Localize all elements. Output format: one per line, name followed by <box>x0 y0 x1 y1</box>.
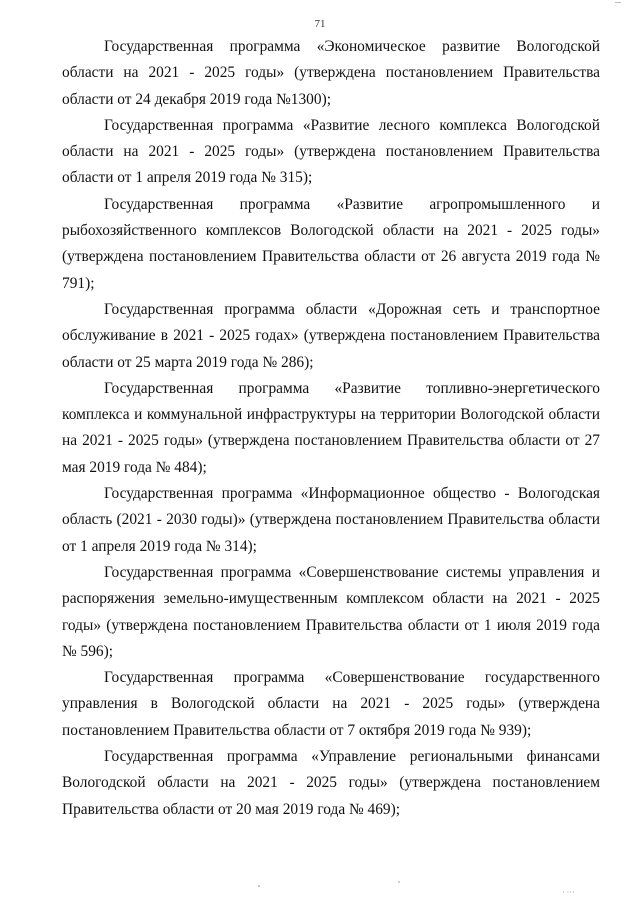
program-paragraph-fuel-energy: Государственная программа «Развитие топливно-энергетического комплекса и коммунальной инфраструктуры на территории Вологодской области на 2021 - 2025 годы» (утверждена постановлением Правительства области от 27 мая 2019 года № 484); <box>62 379 600 476</box>
program-paragraph-state-administration: Государственная программа «Совершенствование государственного управления в Вологодской области на 2021 - 2025 годы» (утверждена постановлением Правительства области от 7 октября 2019 года № 939); <box>62 669 600 739</box>
program-paragraph-regional-finance: Государственная программа «Управление региональными финансами Вологодской области на 2021 - 2025 годы» (утверждена постановлением Правительства области от 20 мая 2019 года № 469); <box>62 748 600 818</box>
program-paragraph-road-network: Государственная программа области «Дорожная сеть и транспортное обслуживание в 2021 - 2025 годах» (утверждена постановлением Правительства области от 25 марта 2019 года № 286); <box>62 300 600 371</box>
scan-artifact-marks: · ··· <box>562 888 575 897</box>
program-paragraph-information-society: Государственная программа «Информационное общество - Вологодская область (2021 - 2030 годы)» (утверждена постановлением Правительства области от 1 апреля 2019 года № 314); <box>62 485 600 555</box>
document-body <box>62 34 600 823</box>
program-paragraph-agro-industrial: Государственная программа «Развитие агропромышленного и рыбохозяйственного комплексов Вологодской области на 2021 - 2025 годы» (утверждена постановлением Правительства области от 26 августа 2019 года № 791); <box>62 195 600 292</box>
scan-artifact-dot <box>398 881 400 883</box>
scan-artifact-dot <box>258 885 260 887</box>
program-paragraph-economic-development: Государственная программа «Экономическое развитие Вологодской области на 2021 - 2025 годы» (утверждена постановлением Правительства области от 24 декабря 2019 года №1300); <box>62 38 600 108</box>
program-paragraph-forest-complex: Государственная программа «Развитие лесного комплекса Вологодской области на 2021 - 2025 годы» (утверждена постановлением Правительства области от 1 апреля 2019 года № 315); <box>62 116 600 187</box>
scan-artifact-top <box>615 2 621 3</box>
program-paragraph-land-property: Государственная программа «Совершенствование системы управления и распоряжения земельно-имущественным комплексом области на 2021 - 2025 годы» (утверждена постановлением Правительства области от 1 июля 2019 года № 596); <box>62 563 600 660</box>
page-number: 71 <box>314 18 326 30</box>
